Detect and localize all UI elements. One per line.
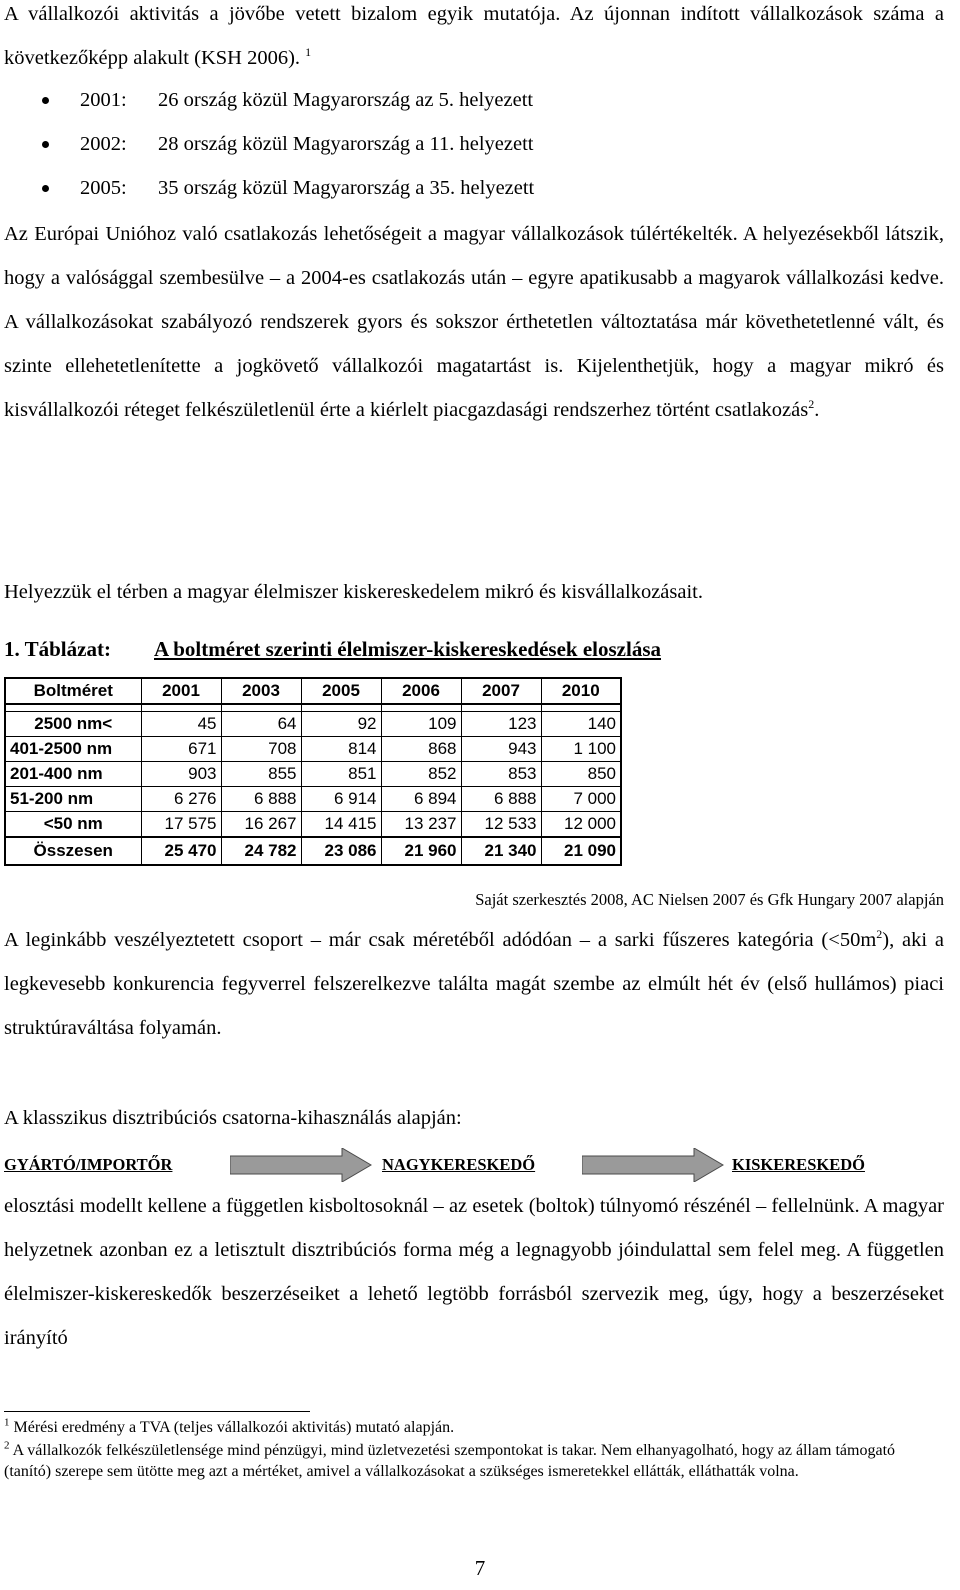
column-header: Boltméret — [5, 678, 141, 704]
total-cell: 21 960 — [381, 837, 461, 865]
row-label: 201-400 nm — [5, 762, 141, 787]
total-cell: 21 090 — [541, 837, 621, 865]
superscript: 2 — [876, 927, 883, 942]
column-header: 2007 — [461, 678, 541, 704]
column-header: 2003 — [221, 678, 301, 704]
row-label: <50 nm — [5, 812, 141, 838]
footnote-text: A vállalkozók felkészületlensége mind pénzügyi, mind üzletvezetési szempontokat is takar. Nem elhanyagolható, hogy az állam támogató (tanító) szerepe sem ütötte meg azt a mértéket, amivel a vállalkozásokat a szükséges ismeretekkel ellátták, elláthatták volna. — [4, 1442, 896, 1480]
row-label: 401-2500 nm — [5, 737, 141, 762]
intro-text: A vállalkozói aktivitás a jövőbe vetett bizalom egyik mutatója. Az újonnan indított vállalkozások száma a következőképp alakult (KSH 2006). — [4, 3, 944, 69]
table-cell: 45 — [141, 712, 221, 737]
table-cell: 6 914 — [301, 787, 381, 812]
table-caption — [4, 634, 661, 664]
table-cell: 903 — [141, 762, 221, 787]
table-cell: 671 — [141, 737, 221, 762]
list-item-text: 35 ország közül Magyarország a 35. helyezett — [158, 177, 535, 199]
paragraph-text: Az Európai Unióhoz való csatlakozás lehetőségeit a magyar vállalkozások túlértékelték. A helyezésekből látszik, hogy a valósággal szembesülve – a 2004-es csatlakozás után – egyre apatikusabb a magyarok vállalkozási kedve. A vállalkozásokat szabályozó rendszerek gyors és sokszor érthetetlen változtatása már követhetetlenné vált, és szinte ellehetetlenítette a jogkövető vállalkozói magatartást is. Kijelenthetjük, hogy a magyar mikró és kisvállalkozói réteget felkészületlenül érte a kiérlelt piacgazdasági rendszerhez történt csatlakozás — [4, 223, 944, 421]
table-cell: 814 — [301, 737, 381, 762]
row-label: 2500 nm< — [5, 712, 141, 737]
intro-paragraph — [4, 0, 944, 80]
table-cell: 855 — [221, 762, 301, 787]
total-cell: 23 086 — [301, 837, 381, 865]
table-cell: 6 888 — [221, 787, 301, 812]
table-cell: 109 — [381, 712, 461, 737]
table-cell: 92 — [301, 712, 381, 737]
table-cell: 851 — [301, 762, 381, 787]
arrow-right-icon — [582, 1148, 724, 1182]
risk-group-paragraph — [4, 918, 944, 1050]
flow-node-wholesaler: NAGYKERESKEDŐ — [382, 1155, 536, 1174]
list-item-year: 2001: — [80, 89, 127, 111]
table-cell: 852 — [381, 762, 461, 787]
table-cell: 17 575 — [141, 812, 221, 838]
table-caption-label: 1. Táblázat: — [4, 637, 111, 661]
bullet-icon — [42, 185, 49, 192]
eu-accession-paragraph — [4, 212, 944, 432]
distribution-intro: A klasszikus disztribúciós csatorna-kihasználás alapján: — [4, 1107, 462, 1129]
total-cell: 24 782 — [221, 837, 301, 865]
column-header: 2001 — [141, 678, 221, 704]
table-cell: 14 415 — [301, 812, 381, 838]
table-cell: 7 000 — [541, 787, 621, 812]
table-caption-title: A boltméret szerinti élelmiszer-kiskereskedések eloszlása — [154, 637, 661, 661]
placement-paragraph: Helyezzük el térben a magyar élelmiszer kiskereskedelem mikró és kisvállalkozásait. — [4, 581, 703, 603]
footnote-1 — [4, 1417, 944, 1438]
table-spacer-row — [5, 704, 621, 712]
distribution-flow — [0, 1148, 960, 1182]
table-cell: 16 267 — [221, 812, 301, 838]
table-source-note: Saját szerkesztés 2008, AC Nielsen 2007 és Gfk Hungary 2007 alapján — [475, 890, 944, 909]
table-cell: 12 533 — [461, 812, 541, 838]
distribution-paragraph: elosztási modellt kellene a független kisboltosoknál – az esetek (boltok) túlnyomó részénél – fellelnünk. A magyar helyzetnek azonban ez a letisztult disztribúciós forma még a legnagyobb jóindulattal sem felel meg. A független élelmiszer-kiskereskedők beszerzéseiket a lehető legtöbb forrásból szervezik meg, úgy, hogy a beszerzéseket irányító — [4, 1195, 944, 1349]
column-header: 2005 — [301, 678, 381, 704]
list-item-text: 28 ország közül Magyarország a 11. helyezett — [158, 133, 534, 155]
table-cell: 850 — [541, 762, 621, 787]
total-cell: 21 340 — [461, 837, 541, 865]
list-item-year: 2005: — [80, 177, 127, 199]
table-cell: 943 — [461, 737, 541, 762]
total-label: Összesen — [5, 837, 141, 865]
table-row — [5, 787, 621, 812]
paragraph-tail: . — [814, 399, 820, 421]
table-cell: 1 100 — [541, 737, 621, 762]
list-item — [4, 166, 904, 210]
arrow-right-icon — [230, 1148, 372, 1182]
column-header: 2010 — [541, 678, 621, 704]
footnote-text: Mérési eredmény a TVA (teljes vállalkozói aktivitás) mutató alapján. — [13, 1419, 455, 1436]
table-header-row — [5, 678, 621, 704]
column-header: 2006 — [381, 678, 461, 704]
table-row — [5, 812, 621, 838]
table-cell: 708 — [221, 737, 301, 762]
table-cell: 868 — [381, 737, 461, 762]
table-cell: 853 — [461, 762, 541, 787]
table-total-row — [5, 837, 621, 865]
total-cell: 25 470 — [141, 837, 221, 865]
ranking-list — [4, 78, 904, 210]
table-cell: 64 — [221, 712, 301, 737]
footnote-number: 1 — [4, 1416, 10, 1429]
page-number: 7 — [474, 1556, 486, 1580]
list-item — [4, 122, 904, 166]
bullet-icon — [42, 141, 49, 148]
footnote-divider — [4, 1411, 310, 1412]
table-row — [5, 712, 621, 737]
store-size-table — [4, 677, 622, 866]
table-cell: 12 000 — [541, 812, 621, 838]
list-item — [4, 78, 904, 122]
list-item-text: 26 ország közül Magyarország az 5. helyezett — [158, 89, 534, 111]
footnote-ref-1: 1 — [305, 45, 312, 60]
bullet-icon — [42, 97, 49, 104]
table-row — [5, 762, 621, 787]
footnote-ref-2: 2 — [808, 397, 815, 412]
table-cell: 6 276 — [141, 787, 221, 812]
flow-node-manufacturer: GYÁRTÓ/IMPORTŐR — [4, 1155, 173, 1174]
row-label: 51-200 nm — [5, 787, 141, 812]
table-cell: 6 894 — [381, 787, 461, 812]
footnote-2 — [4, 1440, 944, 1482]
paragraph-text: A leginkább veszélyeztetett csoport – már csak méretéből adódóan – a sarki fűszeres kategória (<50m — [4, 929, 877, 951]
flow-node-retailer: KISKERESKEDŐ — [732, 1155, 865, 1174]
paragraph-text: ), aki a legkevesebb konkurencia fegyverrel felszerelkezve találta magát szembe az elmúlt hét év (első hullámos) piaci struktúraváltása folyamán. — [4, 929, 944, 1039]
footnote-number: 2 — [4, 1439, 10, 1452]
table-row — [5, 737, 621, 762]
table-cell: 6 888 — [461, 787, 541, 812]
table-cell: 140 — [541, 712, 621, 737]
table-cell: 13 237 — [381, 812, 461, 838]
table-cell: 123 — [461, 712, 541, 737]
list-item-year: 2002: — [80, 133, 127, 155]
